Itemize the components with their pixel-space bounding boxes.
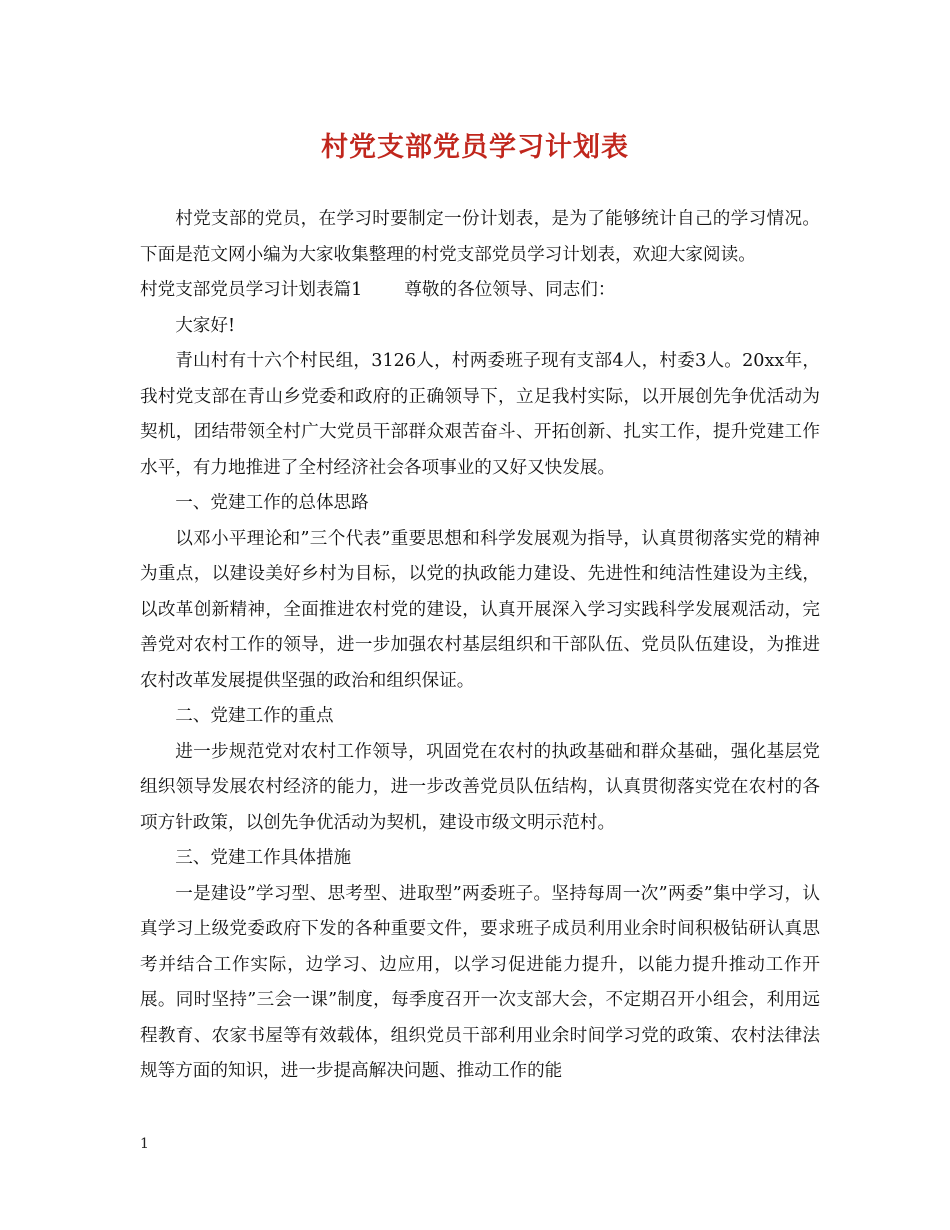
document-title: 村党支部党员学习计划表 — [321, 132, 629, 163]
heading-1: 一、党建工作的总体思路 — [175, 493, 369, 513]
greeting: 大家好! — [175, 315, 236, 336]
document-body — [140, 202, 820, 1090]
heading-3: 三、党建工作具体措施 — [175, 848, 352, 868]
paragraph-2: 以邓小平理论和”三个代表”重要思想和科学发展观为指导，认真贯彻落实党的精神为重点，以建设美好乡村为目标，以党的执政能力建设、先进性和纯洁性建设为主线，以改革创新精神，全面推进农村党的建设，认真开展深入学习实践科学发展观活动，完善党对农村工作的领导，进一步加强农村基层组织和干部队伍、党员队伍建设，为推进农村改革发展提供坚强的政治和组织保证。 — [140, 528, 820, 691]
paragraph-1: 青山村有十六个村民组，3126人，村两委班子现有支部4人，村委3人。20xx年，我村党支部在青山乡党委和政府的正确领导下，立足我村实际，以开展创先争优活动为契机，团结带领全村广大党员干部群众艰苦奋斗、开拓创新、扎实工作，提升党建工作水平，有力地推进了全村经济社会各项事业的又好又快发展。 — [140, 351, 820, 478]
salutation: 尊敬的各位领导、同志们： — [404, 280, 616, 300]
intro-paragraph: 村党支部的党员，在学习时要制定一份计划表，是为了能够统计自己的学习情况。下面是范文网小编为大家收集整理的村党支部党员学习计划表，欢迎大家阅读。 — [140, 209, 820, 265]
paragraph-4: 一是建设”学习型、思考型、进取型”两委班子。坚持每周一次”两委”集中学习，认真学习上级党委政府下发的各种重要文件，要求班子成员利用业余时间积极钻研认真思考并结合工作实际，边学习、边应用，以学习促进能力提升，以能力提升推动工作开展。同时坚持”三会一课”制度，每季度召开一次支部大会，不定期召开小组会，利用远程教育、农家书屋等有效载体，组织党员干部利用业余时间学习党的政策、农村法律法规等方面的知识，进一步提高解决问题、推动工作的能 — [140, 883, 820, 1081]
page-number: 1 — [140, 1136, 149, 1152]
section-label: 村党支部党员学习计划表篇1 — [140, 280, 363, 300]
paragraph-3: 进一步规范党对农村工作领导，巩固党在农村的执政基础和群众基础，强化基层党组织领导发展农村经济的能力，进一步改善党员队伍结构，认真贯彻落实党在农村的各项方针政策，以创先争优活动为契机，建设市级文明示范村。 — [140, 741, 820, 833]
heading-2: 二、党建工作的重点 — [175, 706, 334, 726]
section-line — [140, 273, 820, 309]
